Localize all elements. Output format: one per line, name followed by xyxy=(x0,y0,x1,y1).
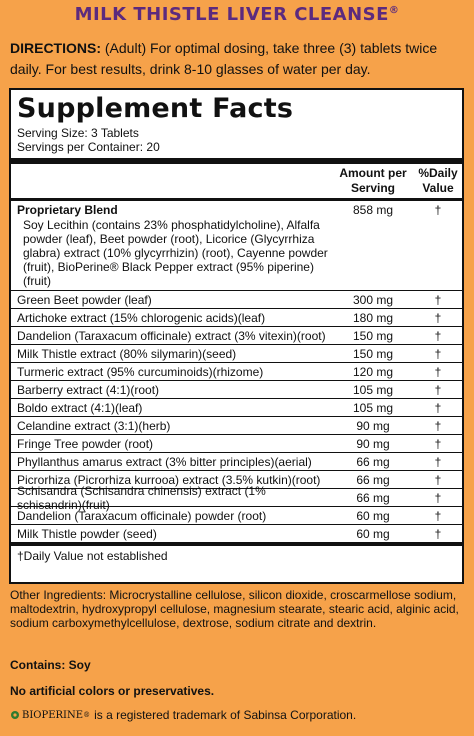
ingredient-amount: 180 mg xyxy=(352,310,394,325)
table-row xyxy=(11,483,462,512)
ingredient-dv: † xyxy=(434,508,442,523)
ingredient-name: Picrorhiza (Picrorhiza kurrooa) extract (3.5% kutkin)(root) xyxy=(17,472,321,487)
ingredient-name: Dandelion (Taraxacum officinale) powder (root) xyxy=(17,508,267,523)
ingredient-amount: 90 mg xyxy=(356,436,390,451)
directions xyxy=(10,38,466,80)
ingredient-name: Turmeric extract (95% curcuminoids)(rhizome) xyxy=(17,364,264,379)
other-ingredients: Other Ingredients: Microcrystalline cellulose, silicon dioxide, croscarmellose sodium, maltodextrin, hydroxypropyl cellulose, magnesium stearate, stearic acid, alginic acid, sodium carboxymethylcellulose, dextrose, sodium citrate and dextrin. xyxy=(10,588,459,630)
ingredient-dv: † xyxy=(434,454,442,469)
ingredient-dv: † xyxy=(434,472,442,487)
ingredient-amount: 120 mg xyxy=(352,364,394,379)
servings-per-container: Servings per Container: 20 xyxy=(17,140,160,154)
ingredient-name: Phyllanthus amarus extract (3% bitter principles)(aerial) xyxy=(17,454,312,469)
bioperine-logo xyxy=(10,710,90,721)
bioperine-leaf-icon xyxy=(10,710,20,720)
table-row xyxy=(11,507,462,525)
amount-header: Amount per Serving xyxy=(339,166,407,195)
blend-name: Proprietary Blend xyxy=(17,203,118,217)
proprietary-blend-row xyxy=(11,201,462,217)
product-title-text: MILK THISTLE LIVER CLEANSE xyxy=(74,4,389,25)
ingredient-dv: † xyxy=(434,328,442,343)
bioperine-registered-mark: ® xyxy=(83,711,91,719)
ingredient-amount: 90 mg xyxy=(356,418,390,433)
ingredient-dv: † xyxy=(434,400,442,415)
ingredient-amount: 150 mg xyxy=(352,328,394,343)
ingredient-name: Milk Thistle powder (seed) xyxy=(17,526,157,541)
daily-value-note: †Daily Value not established xyxy=(17,549,168,563)
ingredient-name: Celandine extract (3:1)(herb) xyxy=(17,418,171,433)
ingredient-name: Barberry extract (4:1)(root) xyxy=(17,382,160,397)
ingredient-dv: † xyxy=(434,364,442,379)
table-row xyxy=(11,381,462,399)
table-row xyxy=(11,435,462,453)
ingredient-name: Dandelion (Taraxacum officinale) extract (3% vitexin)(root) xyxy=(17,328,326,343)
ingredient-name: Artichoke extract (15% chlorogenic acids)(leaf) xyxy=(17,310,266,325)
product-title xyxy=(0,4,474,25)
ingredient-name: Schisandra (Schisandra chinensis) extract (1% schisandrin)(fruit) xyxy=(17,483,266,512)
ingredient-rows xyxy=(11,291,462,542)
ingredient-amount: 66 mg xyxy=(356,472,390,487)
ingredient-amount: 300 mg xyxy=(352,292,394,307)
directions-text: (Adult) For optimal dosing, take three (3) tablets twice daily. For best results, drink 8-10 glasses of water per day. xyxy=(10,40,438,77)
column-header xyxy=(11,164,462,198)
ingredient-dv: † xyxy=(434,310,442,325)
ingredient-amount: 105 mg xyxy=(352,400,394,415)
trademark-text: is a registered trademark of Sabinsa Corporation. xyxy=(94,708,357,722)
table-row xyxy=(11,363,462,381)
ingredient-amount: 66 mg xyxy=(356,454,390,469)
table-row xyxy=(11,525,462,542)
ingredient-dv: † xyxy=(434,490,442,505)
ingredient-amount: 60 mg xyxy=(356,508,390,523)
ingredient-name: Boldo extract (4:1)(leaf) xyxy=(17,400,143,415)
allergen-statement: Contains: Soy xyxy=(10,658,91,672)
table-row xyxy=(11,309,462,327)
ingredient-amount: 66 mg xyxy=(356,490,390,505)
bioperine-logo-text: BIOPERINE xyxy=(22,709,84,721)
table-row xyxy=(11,417,462,435)
ingredient-name: Milk Thistle extract (80% silymarin)(seed) xyxy=(17,346,237,361)
supplement-facts-panel xyxy=(9,88,464,584)
blend-description: Soy Lecithin (contains 23% phosphatidylcholine), Alfalfa powder (leaf), Beet powder (root), Licorice (Glycyrrhiza glabra) extract (10% glycyrrhizin) (root), Cayenne powder (fruit), BioPerine® Black Pepper extract (95% piperine)(fruit) xyxy=(11,217,462,291)
table-row xyxy=(11,345,462,363)
supplement-facts-title: Supplement Facts xyxy=(17,93,294,124)
ingredient-dv: † xyxy=(434,292,442,307)
directions-label: DIRECTIONS: xyxy=(10,40,101,56)
table-row xyxy=(11,453,462,471)
ingredient-dv: † xyxy=(434,418,442,433)
blend-amount: 858 mg xyxy=(352,203,394,217)
no-artificial-statement: No artificial colors or preservatives. xyxy=(10,684,215,698)
daily-value-header: %Daily Value xyxy=(418,166,458,195)
ingredient-amount: 150 mg xyxy=(352,346,394,361)
ingredient-name: Fringe Tree powder (root) xyxy=(17,436,154,451)
registered-mark: ® xyxy=(388,5,400,16)
ingredient-dv: † xyxy=(434,436,442,451)
ingredient-dv: † xyxy=(434,382,442,397)
ingredient-amount: 60 mg xyxy=(356,526,390,541)
blend-dv: † xyxy=(434,203,442,217)
ingredient-amount: 105 mg xyxy=(352,382,394,397)
table-row xyxy=(11,327,462,345)
ingredient-name: Green Beet powder (leaf) xyxy=(17,292,152,307)
table-row xyxy=(11,399,462,417)
table-row xyxy=(11,291,462,309)
serving-size: Serving Size: 3 Tablets xyxy=(17,126,139,140)
trademark-notice xyxy=(10,708,356,722)
ingredient-dv: † xyxy=(434,346,442,361)
ingredient-dv: † xyxy=(434,526,442,541)
